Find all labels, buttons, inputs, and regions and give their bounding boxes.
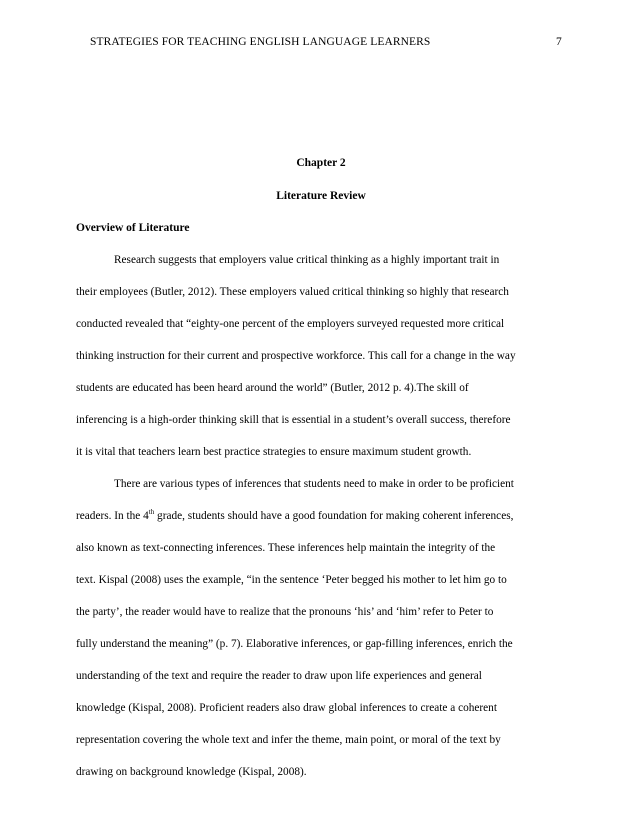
body-line: Research suggests that employers value critical thinking as a highly important trait in [114, 254, 500, 266]
body-line: understanding of the text and require the reader to draw upon life experiences and general [76, 670, 482, 682]
body-line: conducted revealed that “eighty-one percent of the employers surveyed requested more critical [76, 318, 505, 330]
ordinal-superscript: th [148, 508, 155, 517]
body-line: inferencing is a high-order thinking skill that is essential in a student’s overall success, therefore [76, 414, 511, 426]
body-line: knowledge (Kispal, 2008). Proficient readers also draw global inferences to create a coherent [76, 702, 497, 714]
body-line: their employees (Butler, 2012). These employers valued critical thinking so highly that research [76, 286, 509, 298]
body-line: fully understand the meaning” (p. 7). Elaborative inferences, or gap-filling inferences, enrich the [76, 638, 513, 650]
page-number: 7 [556, 36, 562, 48]
body-line: the party’, the reader would have to realize that the pronouns ‘his’ and ‘him’ refer to Peter to [76, 606, 494, 618]
body-line: it is vital that teachers learn best practice strategies to ensure maximum student growth. [76, 446, 472, 458]
body-line-part: grade, students should have a good foundation for making coherent inferences, [154, 510, 514, 522]
body-line: representation covering the whole text and infer the theme, main point, or moral of the text by [76, 734, 501, 746]
running-head: STRATEGIES FOR TEACHING ENGLISH LANGUAGE LEARNERS [90, 36, 431, 48]
section-title: Literature Review [276, 190, 366, 202]
section-heading: Overview of Literature [76, 222, 190, 234]
body-line: drawing on background knowledge (Kispal, 2008). [76, 766, 307, 778]
body-line: students are educated has been heard around the world” (Butler, 2012 p. 4).The skill of [76, 382, 469, 394]
body-line: There are various types of inferences that students need to make in order to be proficient [114, 478, 514, 490]
body-line: thinking instruction for their current and prospective workforce. This call for a change in the way [76, 350, 516, 362]
body-line-part: readers. In the 4 [76, 510, 149, 522]
body-line: also known as text-connecting inferences. These inferences help maintain the integrity of the [76, 542, 496, 554]
body-line [76, 510, 513, 522]
chapter-title: Chapter 2 [296, 157, 346, 169]
body-line: text. Kispal (2008) uses the example, “in the sentence ‘Peter begged his mother to let him go to [76, 574, 507, 586]
